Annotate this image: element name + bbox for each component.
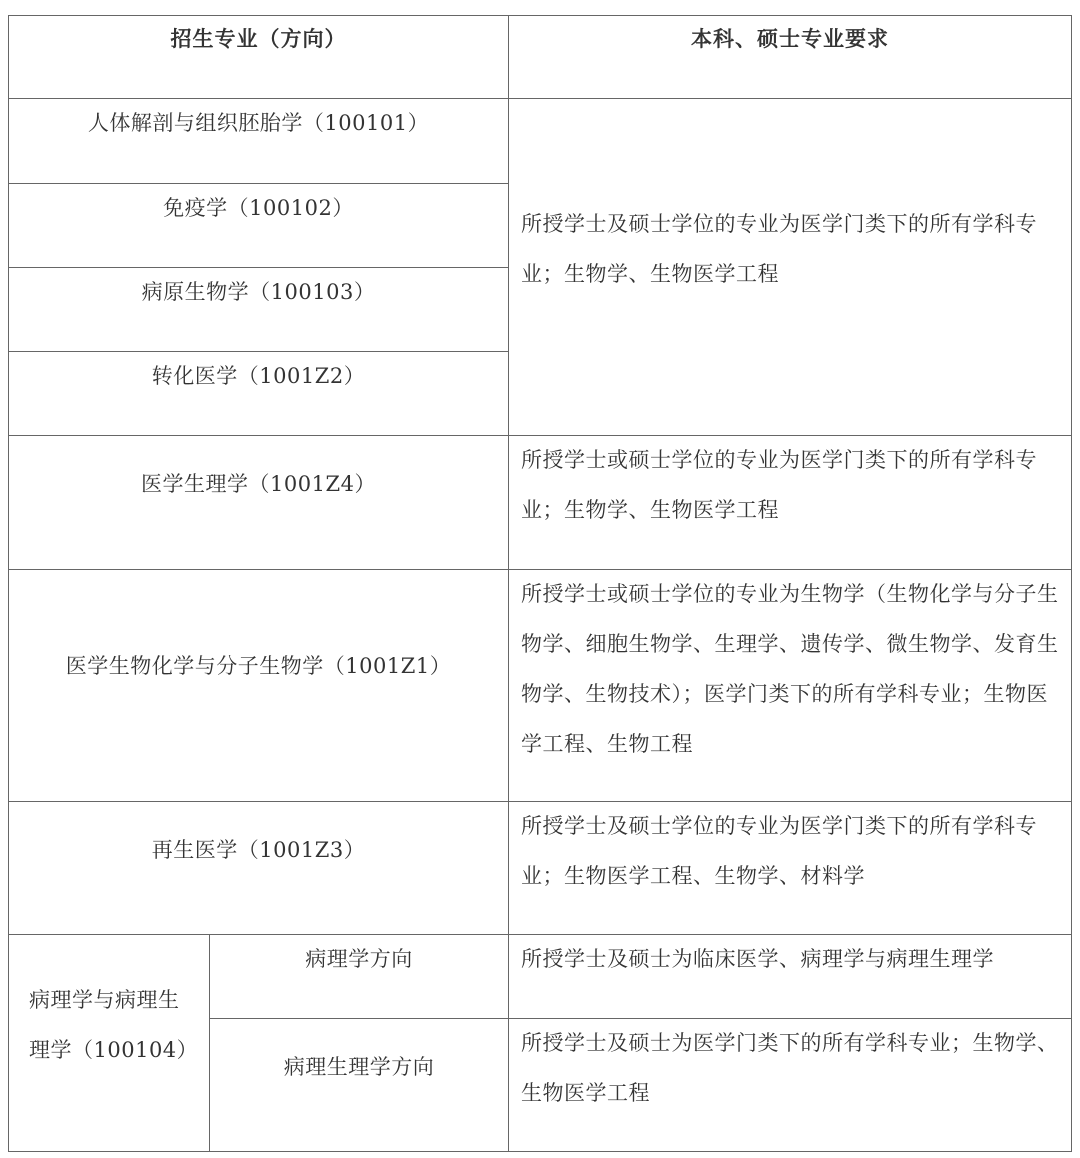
direction-pathology: 病理学方向 bbox=[305, 947, 413, 971]
major-anatomy: 人体解剖与组织胚胎学（100101） bbox=[87, 111, 430, 135]
requirement-regenerative-medicine: 所授学士及硕士学位的专业为医学门类下的所有学科专业；生物医学工程、生物学、材料学 bbox=[521, 814, 1037, 888]
requirement-medical-biochemistry: 所授学士或硕士学位的专业为生物学（生物化学与分子生物学、细胞生物学、生理学、遗传学、微生物学、发育生物学、生物技术）；医学门类下的所有学科专业；生物医学工程、生物工程 bbox=[521, 582, 1059, 756]
major-medical-physiology: 医学生理学（1001Z4） bbox=[141, 472, 376, 496]
header-major: 招生专业（方向） bbox=[170, 26, 347, 51]
major-pathology-parent: 病理学与病理生理学（100104） bbox=[29, 988, 199, 1062]
major-immunology: 免疫学（100102） bbox=[163, 196, 354, 220]
header-requirement: 本科、硕士专业要求 bbox=[691, 26, 889, 51]
major-regenerative-medicine: 再生医学（1001Z3） bbox=[151, 838, 366, 862]
major-translational-medicine: 转化医学（1001Z2） bbox=[151, 364, 366, 388]
direction-pathophysiology: 病理生理学方向 bbox=[283, 1055, 435, 1079]
requirement-pathology-direction: 所授学士及硕士为临床医学、病理学与病理生理学 bbox=[521, 947, 994, 971]
table-border-bottom bbox=[8, 1151, 1072, 1152]
requirement-pathophysiology-direction: 所授学士及硕士为医学门类下的所有学科专业；生物学、生物医学工程 bbox=[521, 1031, 1059, 1105]
major-pathogen-biology: 病原生物学（100103） bbox=[141, 280, 376, 304]
requirement-medical-physiology: 所授学士或硕士学位的专业为医学门类下的所有学科专业；生物学、生物医学工程 bbox=[521, 448, 1037, 522]
table-border-right bbox=[1071, 15, 1072, 1152]
requirement-basic-medicine-group: 所授学士及硕士学位的专业为医学门类下的所有学科专业；生物学、生物医学工程 bbox=[521, 212, 1037, 286]
major-medical-biochemistry: 医学生物化学与分子生物学（1001Z1） bbox=[65, 654, 452, 678]
